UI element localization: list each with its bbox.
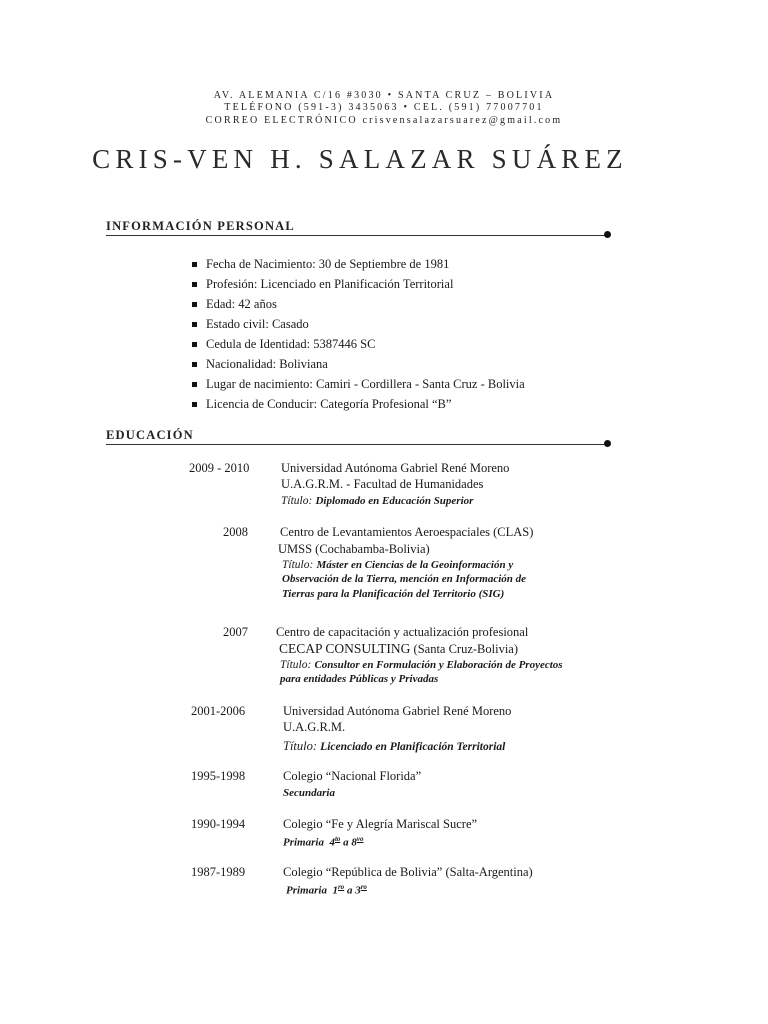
divider-dot <box>604 440 611 447</box>
edu-institution: Colegio “Fe y Alegría Mariscal Sucre” <box>283 817 478 831</box>
edu-years: 2001-2006 <box>191 704 246 718</box>
full-name: CRIS-VEN H. SALAZAR SUÁREZ <box>92 144 628 174</box>
edu-title-cont: Observación de la Tierra, mención en Información de <box>282 573 527 585</box>
edu-years: 1995-1998 <box>191 769 246 783</box>
edu-detail: U.A.G.R.M. - Facultad de Humanidades <box>281 477 484 491</box>
phone-text: TELÉFONO (591-3) 3435063 • CEL. (591) 77007701 <box>224 102 544 113</box>
list-item: Fecha de Nacimiento: 30 de Septiembre de 1981 <box>190 254 525 274</box>
edu-institution: Colegio “República de Bolivia” (Salta-Argentina) <box>283 865 533 879</box>
bullet-icon <box>192 402 197 407</box>
edu-years: 2009 - 2010 <box>189 461 250 475</box>
email-label: CORREO ELECTRÓNICO <box>205 115 358 126</box>
edu-years: 2007 <box>223 625 248 639</box>
edu-title: Título: Consultor en Formulación y Elaboración de Proyectos <box>280 659 563 671</box>
edu-detail: CECAP CONSULTING (Santa Cruz-Bolivia) <box>279 641 519 656</box>
phone-line <box>0 102 768 113</box>
bullet-icon <box>192 282 197 287</box>
bullet-icon <box>192 302 197 307</box>
list-item: Profesión: Licenciado en Planificación Territorial <box>190 274 525 294</box>
list-item: Cedula de Identidad: 5387446 SC <box>190 334 525 354</box>
section-title-education: EDUCACIÓN <box>106 428 194 442</box>
edu-institution: Universidad Autónoma Gabriel René Moreno <box>283 704 512 718</box>
bullet-icon <box>192 262 197 267</box>
edu-detail: UMSS (Cochabamba-Bolivia) <box>278 542 430 556</box>
edu-title: Título: Licenciado en Planificación Territorial <box>283 739 506 753</box>
edu-level: Primaria $1^{ro}$ a $3^{ro}$ <box>286 883 367 897</box>
edu-level: Primaria $4^{to}$ a $8^{vo}$ <box>283 835 364 849</box>
edu-level: Secundaria <box>283 787 335 799</box>
address-text: AV. ALEMANIA C/16 #3030 • SANTA CRUZ – BOLIVIA <box>213 90 555 101</box>
edu-detail: U.A.G.R.M. <box>283 720 346 734</box>
edu-institution: Centro de capacitación y actualización profesional <box>276 625 529 639</box>
list-item: Nacionalidad: Boliviana <box>190 354 525 374</box>
edu-title: Título: Diplomado en Educación Superior <box>281 495 474 507</box>
list-item: Lugar de nacimiento: Camiri - Cordillera - Santa Cruz - Bolivia <box>190 374 525 394</box>
section-divider <box>106 444 606 445</box>
bullet-icon <box>192 342 197 347</box>
edu-years: 2008 <box>223 525 248 539</box>
list-item: Licencia de Conducir: Categoría Profesional “B” <box>190 394 525 414</box>
bullet-icon <box>192 382 197 387</box>
edu-institution: Centro de Levantamientos Aeroespaciales (CLAS) <box>280 525 534 539</box>
list-item: Edad: 42 años <box>190 294 525 314</box>
divider-dot <box>604 231 611 238</box>
address-line <box>0 90 768 101</box>
edu-years: 1987-1989 <box>191 865 246 879</box>
edu-title: Título: Máster en Ciencias de la Geoinformación y <box>282 559 514 571</box>
edu-title-cont: Tierras para la Planificación del Territorio (SIG) <box>282 588 505 600</box>
bullet-icon <box>192 322 197 327</box>
email-link[interactable]: crisvensalazarsuarez@gmail.com <box>362 115 563 126</box>
bullet-icon <box>192 362 197 367</box>
personal-info-list <box>190 254 525 414</box>
list-item: Estado civil: Casado <box>190 314 525 334</box>
edu-institution: Universidad Autónoma Gabriel René Moreno <box>281 461 510 475</box>
section-divider <box>106 235 606 236</box>
edu-institution: Colegio “Nacional Florida” <box>283 769 422 783</box>
edu-years: 1990-1994 <box>191 817 246 831</box>
section-title-personal: INFORMACIÓN PERSONAL <box>106 219 295 233</box>
email-line <box>0 115 768 126</box>
edu-title-cont: para entidades Públicas y Privadas <box>280 673 439 685</box>
